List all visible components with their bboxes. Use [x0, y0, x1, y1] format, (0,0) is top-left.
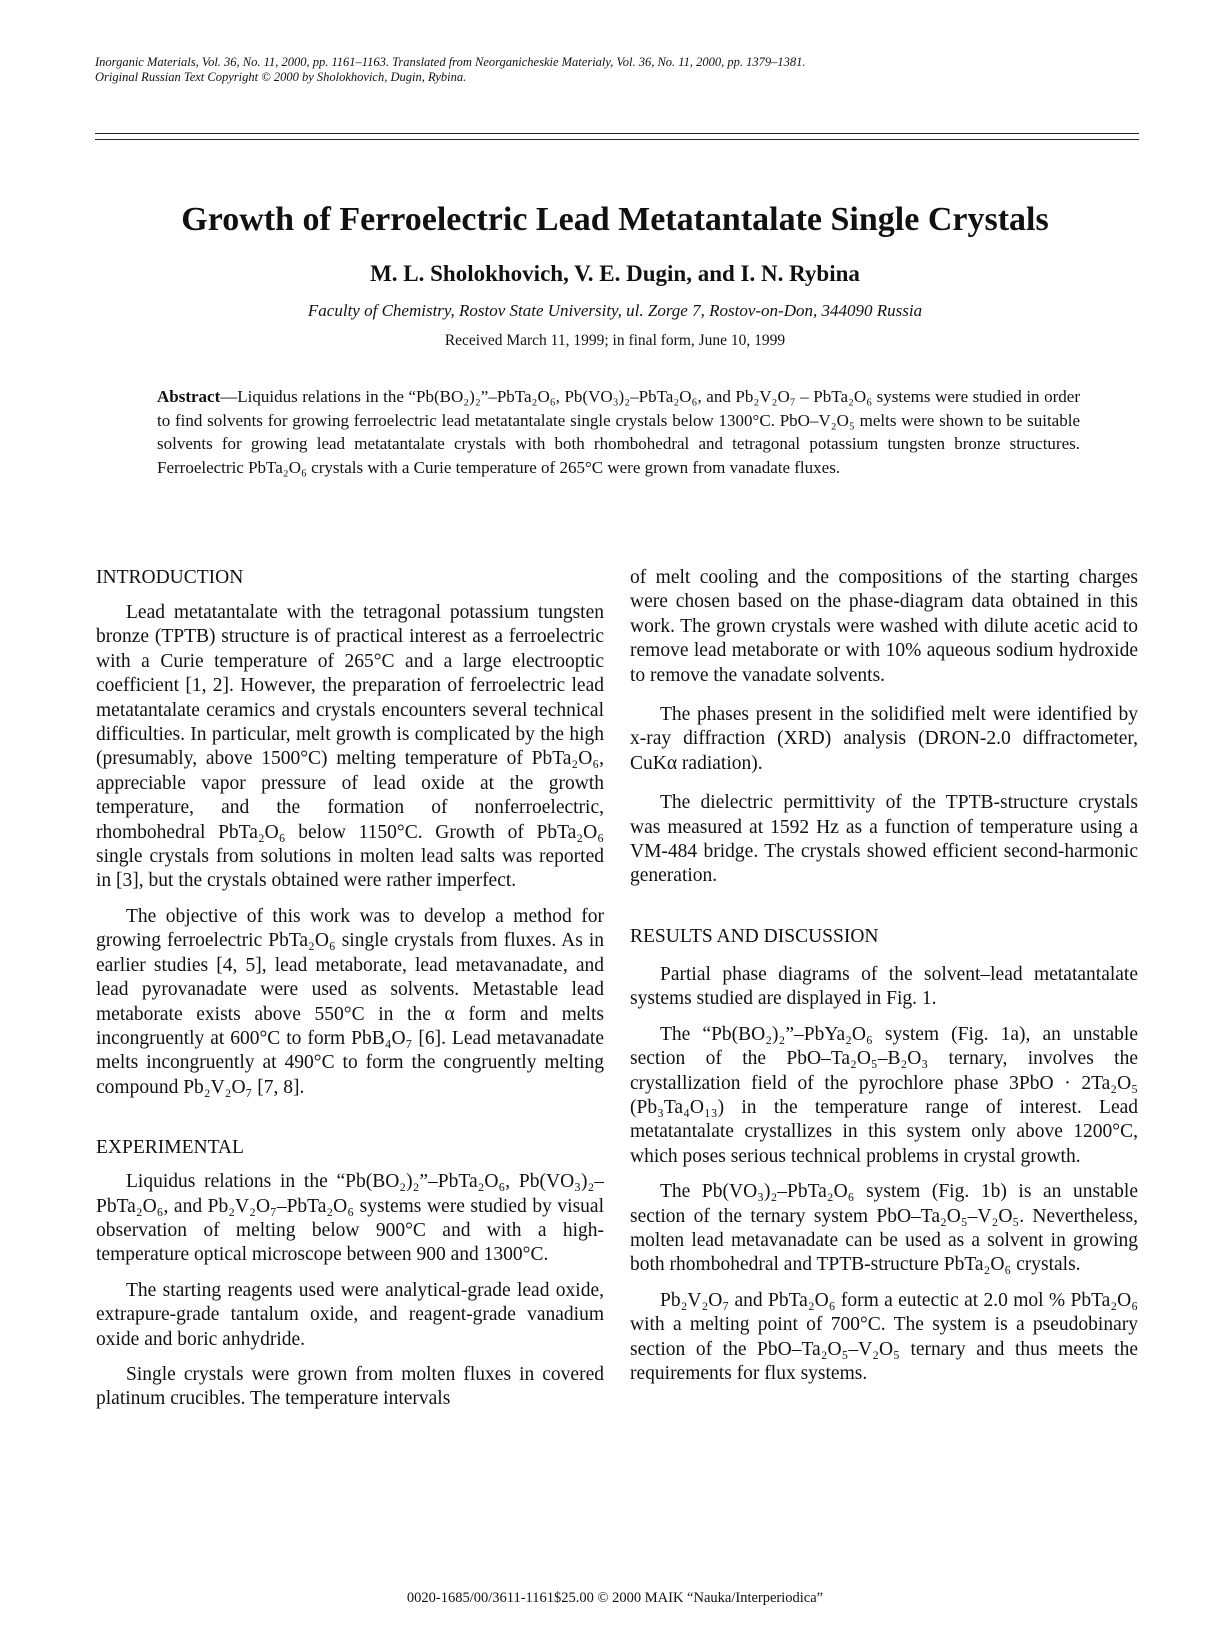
section-heading-experimental: EXPERIMENTAL — [96, 1137, 244, 1159]
paragraph: Pb₂V₂O₇ and PbTa₂O₆ form a eutectic at 2.0 mol % PbTa₂O₆ with a melting point of 700°C. The system is a pseudobinary section of the PbO–Ta₂O₅–V₂O₅ ternary and thus meets the requirements for flux systems. — [630, 1289, 1138, 1384]
section-heading-results: RESULTS AND DISCUSSION — [630, 925, 879, 947]
paper-title: Growth of Ferroelectric Lead Metatantalate Single Crystals — [181, 201, 1049, 238]
header-rule-bottom — [95, 139, 1139, 140]
paragraph: The starting reagents used were analytical-grade lead oxide, extrapure-grade tantalum oxide, and reagent-grade vanadium oxide and boric anhydride. — [96, 1279, 604, 1350]
paragraph: The objective of this work was to develop a method for growing ferroelectric PbTa₂O₆ single crystals from fluxes. As in earlier studies [4, 5], lead metaborate, lead metavanadate, and lead pyrovanadate were used as solvents. Metastable lead metaborate exists above 550°C in the α form and melts incongruently at 600°C to form PbB₄O₇ [6]. Lead metavanadate melts incongruently at 490°C to form the congruently melting compound Pb₂V₂O₇ [7, 8]. — [96, 905, 604, 1098]
right-column — [630, 566, 1138, 1386]
received-dates: Received March 11, 1999; in final form, June 10, 1999 — [444, 332, 786, 349]
paragraph: The Pb(VO₃)₂–PbTa₂O₆ system (Fig. 1b) is an unstable section of the ternary system PbO–Ta₂O₅–V₂O₅. Nevertheless, molten lead metavanadate can be used as a solvent in growing both rhombohedral and TPTB-structure PbTa₂O₆ crystals. — [630, 1181, 1138, 1276]
journal-header — [95, 55, 1135, 85]
page-footer: 0020-1685/00/3611-1161$25.00 © 2000 MAIK “Nauka/Interperiodica” — [406, 1590, 824, 1606]
abstract-text: —Liquidus relations in the “Pb(BO₂)₂”–PbTa₂O₆, Pb(VO₃)₂–PbTa₂O₆, and Pb₂V₂O₇ – PbTa₂O₆ systems were studied in order to find solvents for growing ferroelectric lead metatantalate single crystals below 1300°C. PbO–V₂O₅ melts were shown to be suitable solvents for growing lead metatantalate crystals with both rhombohedral and tetragonal potassium tungsten bronze structures. Ferroelectric PbTa₂O₆ crystals with a Curie temperature of 265°C were grown from vanadate fluxes. — [157, 387, 1080, 477]
header-citation-line: Inorganic Materials, Vol. 36, No. 11, 2000, pp. 1161–1163. Translated from Neorganicheskie Materialy, Vol. 36, No. 11, 2000, pp. 1379–1381. — [95, 55, 806, 69]
paragraph: Partial phase diagrams of the solvent–lead metatantalate systems studied are displayed in Fig. 1. — [630, 963, 1138, 1010]
section-heading-introduction: INTRODUCTION — [96, 567, 244, 588]
left-column — [96, 566, 604, 1412]
paragraph: Liquidus relations in the “Pb(BO₂)₂”–PbTa₂O₆, Pb(VO₃)₂–PbTa₂O₆, and Pb₂V₂O₇–PbTa₂O₆ systems were studied by visual observation of melting below 900°C and with a high-temperature optical microscope between 900 and 1300°C. — [96, 1171, 604, 1266]
paragraph: Lead metatantalate with the tetragonal potassium tungsten bronze (TPTB) structure is of practical interest as a ferroelectric with a Curie temperature of 265°C and a large electrooptic coefficient [1, 2]. However, the preparation of ferroelectric lead metatantalate ceramics and crystals encounters several technical difficulties. In particular, melt growth is complicated by the high (presumably, above 1500°C) melting temperature of PbTa₂O₆, appreciable vapor pressure of lead oxide at the growth temperature, and the formation of nonferroelectric, rhombohedral PbTa₂O₆ below 1150°C. Growth of PbTa₂O₆ single crystals from solutions in molten lead salts was reported in [3], but the crystals obtained were rather imperfect. — [96, 602, 604, 892]
paragraph: The phases present in the solidified melt were identified by x-ray diffraction (XRD) analysis (DRON-2.0 diffractometer, CuKα radiation). — [630, 704, 1138, 774]
author-affiliation: Faculty of Chemistry, Rostov State University, ul. Zorge 7, Rostov-on-Don, 344090 Russia — [307, 301, 923, 320]
paragraph: The dielectric permittivity of the TPTB-structure crystals was measured at 1592 Hz as a function of temperature using a VM-484 bridge. The crystals showed efficient second-harmonic generation. — [630, 792, 1138, 887]
paragraph: The “Pb(BO₂)₂”–PbYa₂O₆ system (Fig. 1a), an unstable section of the PbO–Ta₂O₅–B₂O₃ ternary, involves the crystallization field of the pyrochlore phase 3PbO · 2Ta₂O₅ (Pb₃Ta₄O₁₃) in the temperature range of interest. Lead metatantalate crystallizes in this system only above 1200°C, which poses serious technical problems in crystal growth. — [630, 1023, 1138, 1167]
paper-authors: M. L. Sholokhovich, V. E. Dugin, and I. N. Rybina — [370, 261, 860, 286]
paragraph: of melt cooling and the compositions of the starting charges were chosen based on the phase-diagram data obtained in this work. The grown crystals were washed with dilute acetic acid to remove lead metaborate or with 10% aqueous sodium hydroxide to remove the vanadate solvents. — [630, 567, 1138, 686]
header-rule-top — [95, 133, 1139, 134]
header-copyright-line: Original Russian Text Copyright © 2000 by Sholokhovich, Dugin, Rybina. — [95, 70, 467, 84]
abstract-label: Abstract — [157, 387, 221, 406]
abstract — [157, 385, 1080, 479]
paragraph: Single crystals were grown from molten fluxes in covered platinum crucibles. The temperature intervals — [96, 1363, 604, 1410]
